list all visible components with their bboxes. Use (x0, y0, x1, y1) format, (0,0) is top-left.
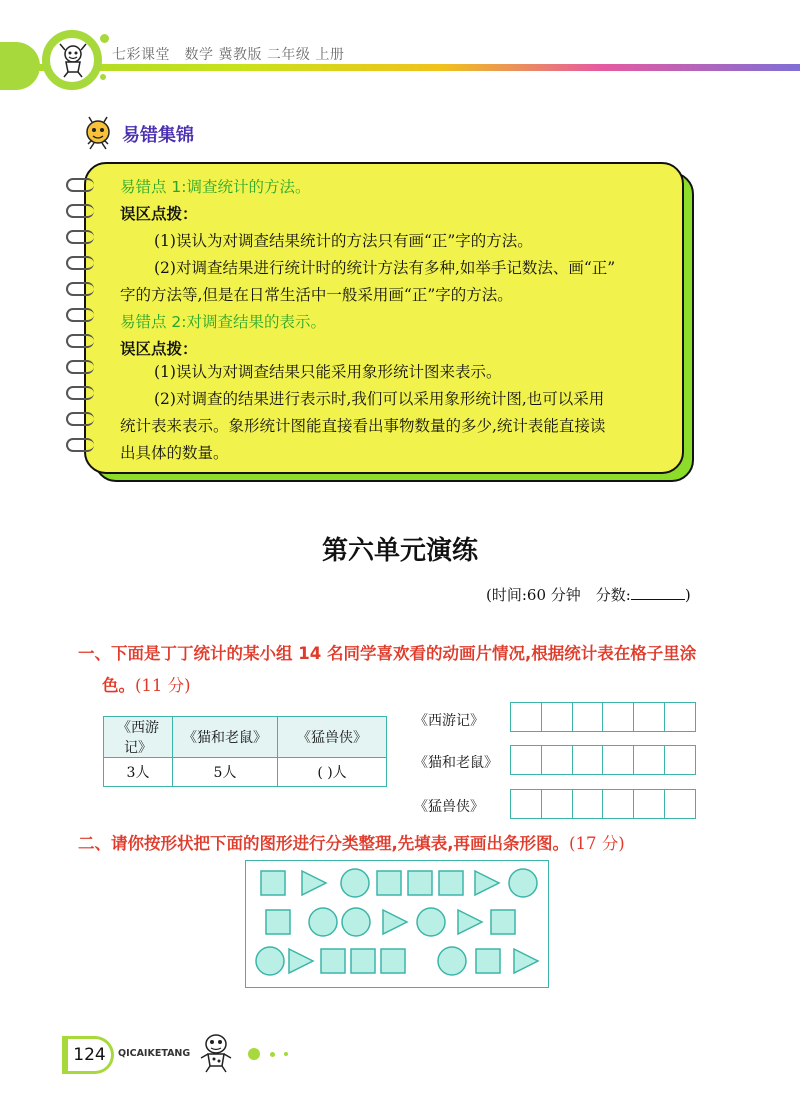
unit-title: 第六单元演练 (321, 536, 478, 566)
point-1-line-2b: 字的方法等,但是在日常生活中一般采用画“正”字的方法。 (120, 286, 513, 304)
circle-shape (341, 869, 369, 897)
color-grid-xiyouji[interactable] (510, 702, 696, 732)
notebook-ring (66, 282, 94, 296)
shapes-figure (246, 861, 548, 987)
square-shape (261, 871, 285, 895)
table-cell: 5人 (173, 758, 278, 787)
grid-cell[interactable] (665, 703, 695, 731)
circle-shape (309, 908, 337, 936)
tip-label-1: 误区点拨： (120, 205, 198, 223)
grid-cell[interactable] (542, 746, 573, 774)
q1-points: (11 分) (135, 676, 191, 695)
point-2-line-2c: 出具体的数量。 (120, 444, 229, 462)
grid-cell[interactable] (603, 790, 634, 818)
circle-shape (509, 869, 537, 897)
grid-cell[interactable] (511, 703, 542, 731)
square-shape (381, 949, 405, 973)
point-2-line-2b: 统计表来表示。象形统计图能直接看出事物数量的多少,统计表能直接读 (120, 417, 606, 435)
point-1-line-2a: (2)对调查结果进行统计时的统计方法有多种,如举手记数法、画“正” (154, 259, 616, 277)
footer-mascot-icon (196, 1030, 236, 1074)
square-shape (377, 871, 401, 895)
grid-cell[interactable] (603, 746, 634, 774)
mistake-point-1-heading: 易错点 1:调查统计的方法。 (120, 178, 311, 196)
circle-shape (438, 947, 466, 975)
table-cell-answer[interactable]: ( )人 (278, 758, 387, 787)
grid-cell[interactable] (573, 746, 604, 774)
notebook-ring (66, 438, 94, 452)
square-shape (476, 949, 500, 973)
tip-label-2: 误区点拨： (120, 340, 198, 358)
point-2-line-1: (1)误认为对调查结果只能采用象形统计图来表示。 (154, 363, 502, 381)
color-grid-tom-jerry[interactable] (510, 745, 696, 775)
grid-cell[interactable] (634, 746, 665, 774)
header-title: 七彩课堂 数学 冀教版 二年级 上册 (112, 47, 345, 63)
table-header-cell: 《猛兽侠》 (278, 717, 387, 758)
footer-dot (270, 1052, 275, 1057)
point-2-line-2a: (2)对调查的结果进行表示时,我们可以采用象形统计图,也可以采用 (154, 390, 605, 408)
circle-shape (342, 908, 370, 936)
time-score-line (486, 584, 691, 605)
grid-cell[interactable] (665, 746, 695, 774)
grid-label: 《猫和老鼠》 (414, 755, 498, 771)
grid-label: 《西游记》 (414, 713, 484, 729)
square-shape (491, 910, 515, 934)
stats-table (103, 716, 387, 787)
grid-cell[interactable] (573, 790, 604, 818)
square-shape (351, 949, 375, 973)
circle-shape (256, 947, 284, 975)
grid-label: 《猛兽侠》 (414, 799, 484, 815)
q2-text: 二、请你按形状把下面的图形进行分类整理,先填表,再画出条形图。 (78, 834, 570, 853)
grid-cell[interactable] (511, 746, 542, 774)
notebook-ring (66, 412, 94, 426)
notebook-ring (66, 308, 94, 322)
notebook-ring (66, 360, 94, 374)
q2-line (78, 830, 625, 854)
table-cell: 3人 (104, 758, 173, 787)
triangle-shape (289, 949, 313, 973)
header-dot (100, 34, 109, 43)
time-close: ) (684, 586, 691, 604)
footer-dot (284, 1052, 288, 1056)
grid-cell[interactable] (603, 703, 634, 731)
point-1-line-1: (1)误认为对调查结果统计的方法只有画“正”字的方法。 (154, 232, 533, 250)
grid-cell[interactable] (634, 703, 665, 731)
square-shape (439, 871, 463, 895)
q1-text-b-line (102, 672, 191, 696)
circle-shape (417, 908, 445, 936)
notebook-ring (66, 256, 94, 270)
grid-cell[interactable] (573, 703, 604, 731)
header-dot (100, 74, 106, 80)
shapes-box (245, 860, 549, 988)
table-row (104, 758, 387, 787)
mistake-point-2-heading: 易错点 2:对调查结果的表示。 (120, 313, 327, 331)
square-shape (321, 949, 345, 973)
notebook-ring (66, 334, 94, 348)
grid-cell[interactable] (634, 790, 665, 818)
mascot-icon (56, 42, 90, 78)
grid-cell[interactable] (542, 703, 573, 731)
triangle-shape (514, 949, 538, 973)
section-title: 易错集锦 (122, 125, 194, 146)
triangle-shape (475, 871, 499, 895)
q1-text-b: 色。 (102, 676, 135, 695)
color-grid-beast-hero[interactable] (510, 789, 696, 819)
triangle-shape (302, 871, 326, 895)
footer-dot (248, 1048, 260, 1060)
square-shape (408, 871, 432, 895)
table-header-cell: 《猫和老鼠》 (173, 717, 278, 758)
page-number: 124 (68, 1036, 114, 1074)
square-shape (266, 910, 290, 934)
notebook-ring (66, 386, 94, 400)
score-blank[interactable] (631, 585, 685, 600)
triangle-shape (383, 910, 407, 934)
notebook-ring (66, 230, 94, 244)
section-mascot-icon (80, 116, 116, 152)
q2-points: (17 分) (569, 834, 625, 853)
header-leaf (0, 42, 40, 90)
time-label: (时间:60 分钟 分数: (486, 586, 631, 604)
footer-brand: QICAIKETANG (118, 1048, 191, 1059)
notebook-ring (66, 204, 94, 218)
q1-text-a: 一、下面是丁丁统计的某小组 14 名同学喜欢看的动画片情况,根据统计表在格子里涂 (78, 644, 697, 663)
notebook-ring (66, 178, 94, 192)
table-header-row (104, 717, 387, 758)
table-header-cell: 《西游记》 (104, 717, 173, 758)
triangle-shape (458, 910, 482, 934)
grid-cell[interactable] (511, 790, 542, 818)
grid-cell[interactable] (542, 790, 573, 818)
header-color-bar (0, 64, 800, 71)
grid-cell[interactable] (665, 790, 695, 818)
